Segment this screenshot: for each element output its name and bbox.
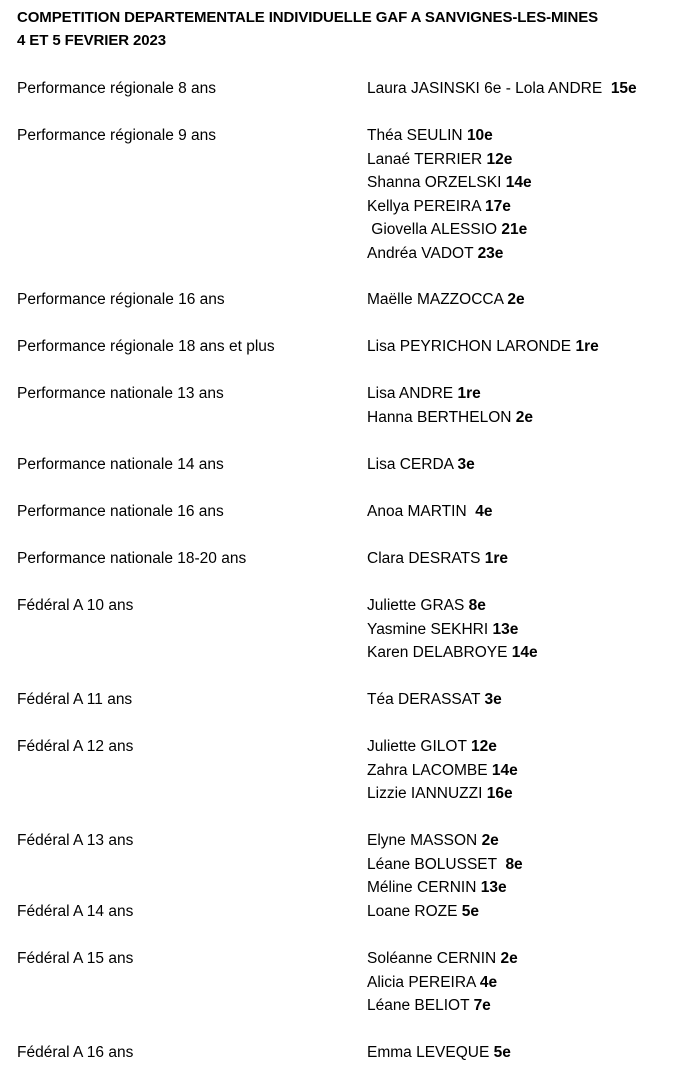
gymnast-name: Andréa VADOT — [367, 244, 478, 262]
gymnast-name: Léane BOLUSSET — [367, 855, 506, 873]
result-entry — [367, 453, 475, 477]
gymnast-name: Lizzie IANNUZZI — [367, 785, 487, 802]
result-entry — [367, 335, 599, 359]
gymnast-name: Anoa MARTIN — [367, 503, 476, 520]
gymnast-name: Juliette GILOT — [367, 738, 471, 755]
result-entry — [367, 124, 493, 148]
rank-badge: 14e — [511, 644, 538, 661]
result-entry — [367, 735, 497, 759]
result-entry — [367, 853, 523, 877]
gymnast-name: Loane ROZE — [367, 903, 462, 920]
gymnast-name: Shanna ORZELSKI — [367, 174, 506, 191]
result-entry — [367, 382, 481, 406]
gymnast-name: Soléanne CERNIN — [367, 950, 501, 967]
result-entry — [367, 971, 497, 995]
rank-badge: 16e — [486, 785, 513, 802]
gymnast-name: Téa DERASSAT — [367, 691, 485, 708]
rank-badge: 13e — [492, 620, 519, 638]
result-entry — [367, 547, 508, 571]
result-entry — [367, 148, 512, 172]
result-entry — [367, 77, 637, 101]
category-label: Fédéral A 13 ans — [17, 832, 134, 849]
category-label: Performance régionale 8 ans — [17, 80, 217, 97]
category-label: Fédéral A 15 ans — [17, 950, 134, 967]
gymnast-name: Elyne MASSON — [367, 832, 482, 849]
category-label: Performance nationale 13 ans — [17, 385, 224, 402]
result-entry — [367, 218, 527, 242]
result-entry — [367, 994, 491, 1018]
rank-badge: 2e — [500, 950, 518, 967]
rank-badge: 10e — [466, 127, 493, 144]
rank-badge: 14e — [491, 761, 518, 779]
rank-badge: 12e — [470, 738, 497, 755]
result-entry — [367, 195, 511, 219]
category-label: Performance nationale 18-20 ans — [17, 550, 247, 567]
category-label: Fédéral A 14 ans — [17, 903, 134, 920]
result-entry — [367, 900, 479, 924]
title-line-2: 4 ET 5 FEVRIER 2023 — [17, 32, 167, 49]
result-entry — [367, 876, 507, 900]
rank-badge: 5e — [461, 903, 480, 920]
rank-badge: 23e — [477, 244, 504, 262]
result-entry — [367, 594, 486, 618]
result-entry — [367, 406, 533, 430]
result-entry — [367, 688, 502, 712]
title-line-1: COMPETITION DEPARTEMENTALE INDIVIDUELLE GAF A SANVIGNES-LES-MINES — [17, 9, 599, 26]
rank-badge: 14e — [505, 174, 532, 191]
result-entry — [367, 242, 503, 266]
page-title — [17, 6, 697, 52]
gymnast-name: Lisa PEYRICHON LARONDE — [367, 338, 576, 355]
gymnast-name: Zahra LACOMBE — [367, 761, 492, 779]
result-entry — [367, 759, 518, 783]
rank-badge: 21e — [501, 221, 528, 238]
rank-badge: 7e — [473, 997, 491, 1014]
gymnast-name: Kellya PEREIRA — [367, 197, 486, 215]
gymnast-name: Méline CERNIN — [367, 879, 481, 896]
rank-badge: 2e — [515, 408, 533, 426]
category-label: Performance régionale 16 ans — [17, 291, 225, 308]
gymnast-name: Yasmine SEKHRI — [367, 620, 493, 638]
category-label: Performance régionale 18 ans et plus — [17, 338, 275, 355]
result-entry — [367, 618, 518, 642]
category-label: Fédéral A 10 ans — [17, 597, 134, 614]
category-label: Performance nationale 14 ans — [17, 456, 224, 473]
gymnast-name: Alicia PEREIRA — [367, 973, 480, 991]
result-entry — [367, 641, 538, 665]
rank-badge: 8e — [468, 597, 486, 614]
category-label: Fédéral A 16 ans — [17, 1044, 134, 1061]
rank-badge: 5e — [493, 1044, 511, 1061]
rank-badge: 17e — [485, 197, 511, 215]
gymnast-name: Giovella ALESSIO — [367, 221, 502, 238]
result-entry — [367, 947, 518, 971]
rank-badge: 1re — [575, 338, 599, 355]
rank-badge: 3e — [457, 456, 475, 473]
gymnast-name: Clara DESRATS — [367, 550, 485, 567]
gymnast-name: Léane BELIOT — [367, 997, 474, 1014]
category-label: Performance régionale 9 ans — [17, 127, 217, 144]
rank-badge: 4e — [475, 503, 493, 520]
gymnast-name: Hanna BERTHELON — [367, 408, 516, 426]
gymnast-name: Théa SEULIN — [367, 127, 467, 144]
gymnast-name: Laura JASINSKI 6e - Lola ANDRE — [367, 80, 611, 97]
rank-badge: 3e — [484, 691, 502, 708]
result-entry — [367, 500, 493, 524]
gymnast-name: Karen DELABROYE — [367, 644, 512, 661]
rank-badge: 1re — [484, 550, 508, 567]
result-entry — [367, 288, 525, 312]
rank-badge: 1re — [457, 385, 481, 402]
result-entry — [367, 171, 532, 195]
gymnast-name: Emma LEVEQUE — [367, 1044, 494, 1061]
rank-badge: 8e — [505, 855, 523, 873]
category-label: Fédéral A 12 ans — [17, 738, 134, 755]
category-label: Fédéral A 11 ans — [17, 691, 133, 708]
category-label: Performance nationale 16 ans — [17, 503, 224, 520]
gymnast-name: Lanaé TERRIER — [367, 150, 487, 168]
result-entry — [367, 782, 513, 806]
rank-badge: 13e — [480, 879, 507, 896]
rank-badge: 4e — [479, 973, 498, 991]
result-entry — [367, 829, 499, 853]
rank-badge: 15e — [610, 80, 637, 97]
gymnast-name: Juliette GRAS — [367, 597, 469, 614]
rank-badge: 2e — [481, 832, 499, 849]
rank-badge: 12e — [486, 150, 513, 168]
rank-badge: 2e — [507, 291, 525, 308]
gymnast-name: Maëlle MAZZOCCA — [367, 291, 508, 308]
gymnast-name: Lisa CERDA — [367, 456, 458, 473]
gymnast-name: Lisa ANDRE — [367, 385, 458, 402]
result-entry — [367, 1041, 511, 1065]
